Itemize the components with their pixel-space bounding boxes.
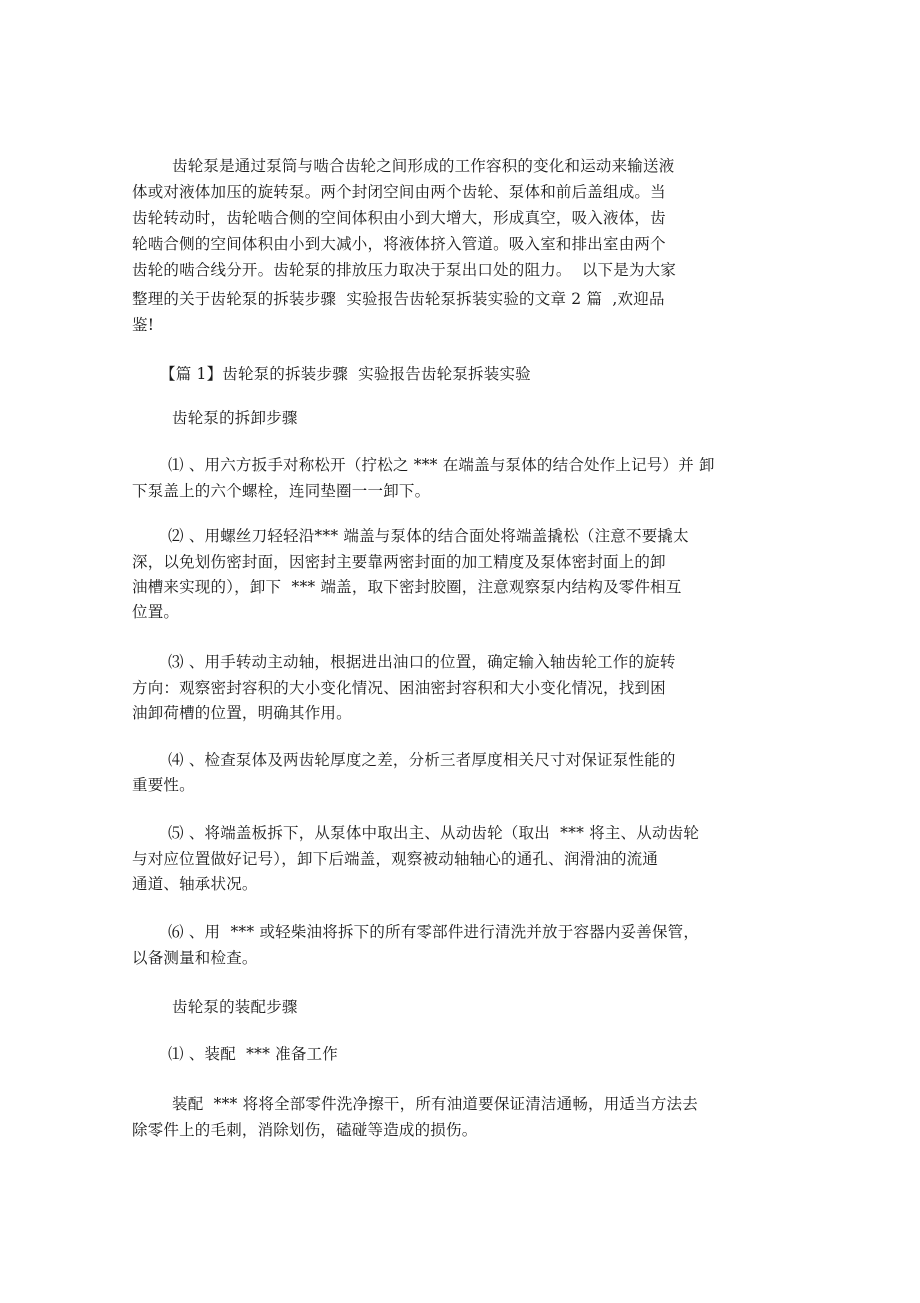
step-line: ⑸ 、将端盖板拆下，从泵体中取出主、从动齿轮（取出 *** 将主、从动齿轮 [168,824,700,842]
step-line: 油卸荷槽的位置，明确其作用。 [132,704,352,722]
assembly-line: 除零件上的毛刺，消除划伤，磕碰等造成的损伤。 [132,1121,478,1139]
article-heading: 【篇 1】齿轮泵的拆装步骤 实验报告齿轮泵拆装实验 [160,365,531,383]
intro-line: 齿轮泵是通过泵筒与啮合齿轮之间形成的工作容积的变化和运动来输送液 [172,157,675,175]
step-line: 下泵盖上的六个螺栓，连同垫圈一一卸下。 [132,482,431,500]
step-line: 深，以免划伤密封面，因密封主要靠两密封面的加工精度及泵体密封面上的卸 [132,553,666,571]
assembly-line: 装配 *** 将将全部零件洗净擦干，所有油道要保证清洁通畅，用适当方法去 [172,1095,698,1113]
intro-line: 鉴! [132,316,155,334]
step-line: ⑷ 、检查泵体及两齿轮厚度之差，分析三者厚度相关尺寸对保证泵性能的 [168,751,676,769]
assembly-step-1: ⑴ 、装配 *** 准备工作 [168,1045,338,1063]
step-line: ⑵ 、用螺丝刀轻轻沿*** 端盖与泵体的结合面处将端盖撬松（注意不要撬太 [168,527,689,545]
intro-line: 整理的关于齿轮泵的拆装步骤 实验报告齿轮泵拆装实验的文章 2 篇 ,欢迎品 [132,290,665,308]
step-line: ⑴ 、用六方扳手对称松开（拧松之 *** 在端盖与泵体的结合处作上记号）并 卸 [168,456,715,474]
step-line: 油槽来实现的），卸下 *** 端盖，取下密封胶圈，注意观察泵内结构及零件相互 [132,578,682,596]
step-line: 位置。 [132,603,180,621]
intro-line: 轮啮合侧的空间体积由小到大减小，将液体挤入管道。吸入室和排出室由两个 [132,235,666,253]
step-line: 通道、轴承状况。 [132,875,258,893]
intro-line: 齿轮的啮合线分开。齿轮泵的排放压力取决于泵出口处的阻力。 以下是为大家 [132,261,677,279]
step-line: 以备测量和检查。 [132,949,258,967]
step-line: 方向：观察密封容积的大小变化情况、困油密封容积和大小变化情况，找到困 [132,679,666,697]
step-line: 重要性。 [132,776,195,794]
section-heading-assembly: 齿轮泵的装配步骤 [172,998,298,1016]
step-line: ⑶ 、用手转动主动轴，根据进出油口的位置，确定输入轴齿轮工作的旋转 [168,653,676,671]
intro-line: 体或对液体加压的旋转泵。两个封闭空间由两个齿轮、泵体和前后盖组成。当 [132,183,666,201]
step-line: ⑹ 、用 *** 或轻柴油将拆下的所有零部件进行清洗并放于容器内妥善保管， [168,923,700,941]
intro-line: 齿轮转动时，齿轮啮合侧的空间体积由小到大增大，形成真空，吸入液体，齿 [132,209,666,227]
section-heading-disassembly: 齿轮泵的拆卸步骤 [172,409,298,427]
step-line: 与对应位置做好记号），卸下后端盖，观察被动轴轴心的通孔、润滑油的流通 [132,850,659,868]
